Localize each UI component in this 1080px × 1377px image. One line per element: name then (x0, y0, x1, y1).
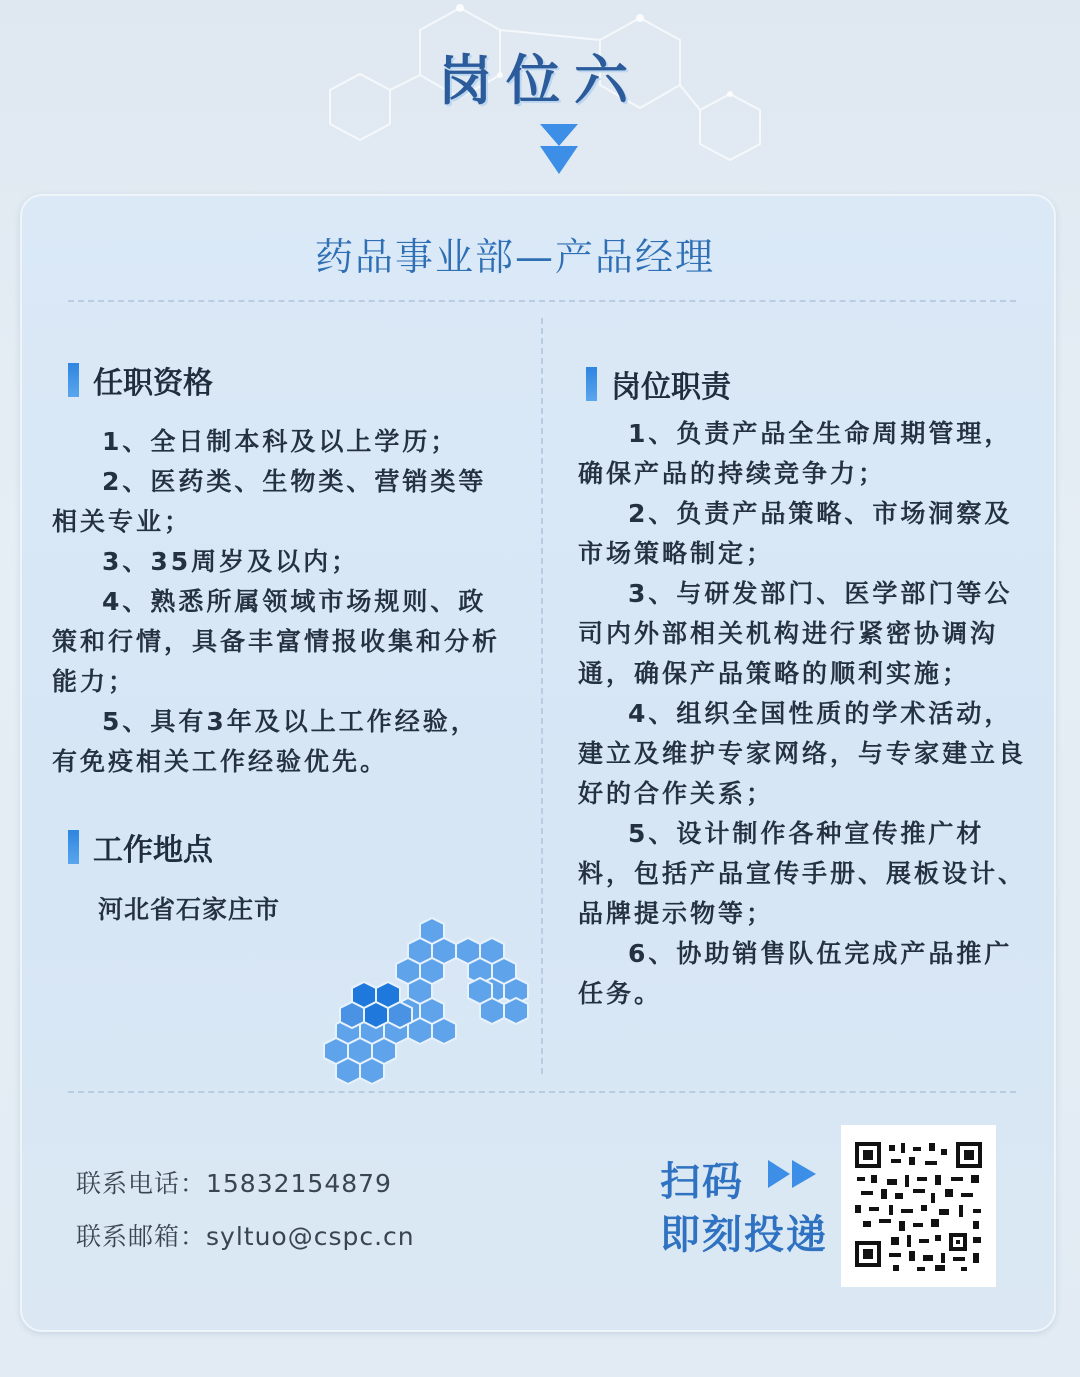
section-marker (68, 830, 79, 864)
scan-cta-line1: 扫码 (660, 1159, 744, 1205)
qualifications-list (52, 422, 500, 782)
list-item: 5、设计制作各种宣传推广材料，包括产品宣传手册、展板设计、品牌提示物等； (578, 819, 1027, 928)
list-item: 3、与研发部门、医学部门等公司内外部相关机构进行紧密协调沟通，确保产品策略的顺利实施； (578, 579, 1013, 688)
contact-email: 联系邮箱：syltuo@cspc.cn (76, 1222, 415, 1251)
duties-heading: 岗位职责 (586, 362, 731, 406)
location-heading: 工作地点 (68, 825, 213, 869)
scan-cta-line2: 即刻投递 (660, 1212, 828, 1258)
list-item: 1、负责产品全生命周期管理，确保产品的持续竞争力； (578, 419, 1013, 488)
section-marker (586, 367, 597, 401)
page-title: 岗位六 (438, 49, 642, 112)
bottom-divider (68, 1091, 1016, 1093)
location-value: 河北省石家庄市 (98, 895, 281, 924)
list-item: 1、全日制本科及以上学历； (102, 427, 459, 456)
double-right-arrow-icon (768, 1158, 820, 1190)
list-item: 2、医药类、生物类、营销类等相关专业； (52, 467, 487, 536)
hexagon-cluster-decoration (322, 916, 532, 1086)
list-item: 2、负责产品策略、市场洞察及市场策略制定； (578, 499, 1013, 568)
list-item: 3、35周岁及以内； (102, 547, 360, 576)
list-item: 5、具有3年及以上工作经验，有免疫相关工作经验优先。 (52, 707, 479, 776)
section-marker (68, 363, 79, 397)
top-divider (68, 300, 1016, 302)
duties-list (578, 414, 1036, 1014)
list-item: 4、熟悉所属领域市场规则、政策和行情，具备丰富情报收集和分析能力； (52, 587, 501, 696)
department-title: 药品事业部—产品经理 (314, 235, 715, 279)
down-chevron-icon (538, 122, 580, 178)
list-item: 4、组织全国性质的学术活动，建立及维护专家网络，与专家建立良好的合作关系； (578, 699, 1027, 808)
qr-code[interactable] (841, 1125, 996, 1287)
list-item: 6、协助销售队伍完成产品推广任务。 (578, 939, 1013, 1008)
column-divider (541, 318, 543, 1074)
qualifications-heading: 任职资格 (68, 358, 213, 402)
qr-code-graphic (841, 1125, 996, 1287)
contact-phone: 联系电话：15832154879 (76, 1169, 392, 1198)
